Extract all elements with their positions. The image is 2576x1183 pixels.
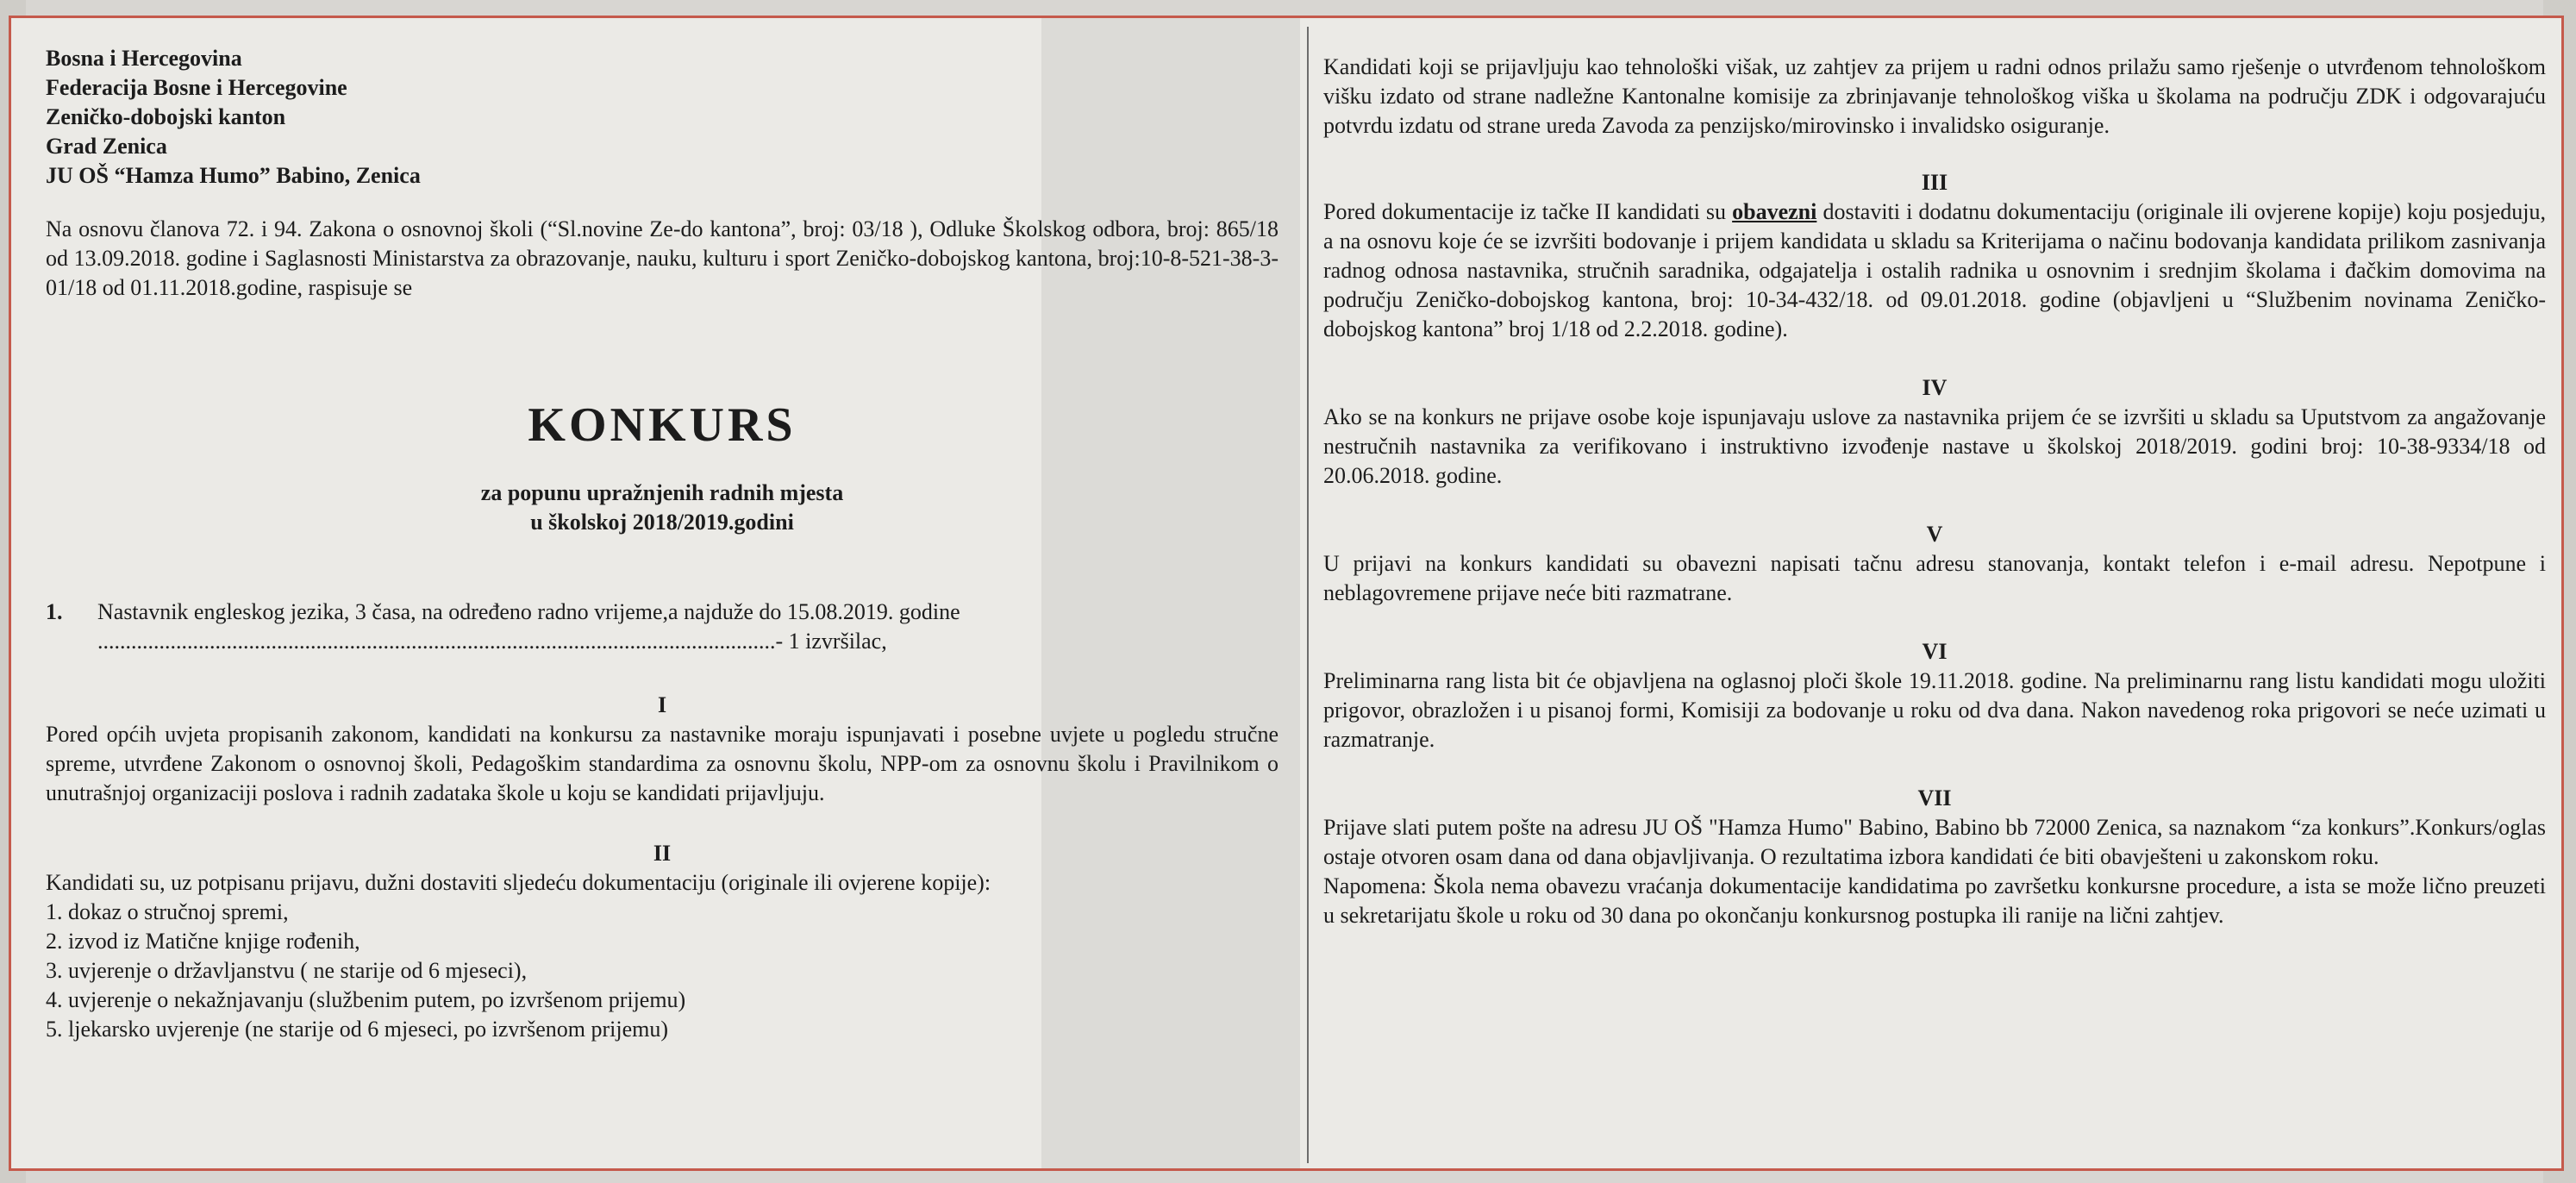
subtitle-line-1: za popunu upražnjenih radnih mjesta	[480, 480, 844, 505]
position-text: Nastavnik engleskog jezika, 3 časa, na određeno radno vrijeme,a najduže do 15.08.2019. godine	[97, 599, 960, 624]
position-count-line	[46, 627, 1279, 656]
section-ii-text: Kandidati su, uz potpisanu prijavu, dužni dostaviti sljedeću dokumentaciju (originale ili ovjerene kopije):	[46, 870, 991, 895]
right-column	[1323, 18, 2546, 1168]
subtitle	[46, 479, 1279, 537]
header-city: Grad Zenica	[46, 134, 167, 159]
section-iii-text-after: dostaviti i dodatnu dokumentaciju (originale ili ovjerene kopije) koju posjeduju, a na osnovu koje će se izvršiti bodovanje i prijem kandidata u skladu sa Kriterijama o načinu bodovanja kandidata prilikom zasnivanja radnog odnosa nastavnika, stručnih saradnika, odgajatelja i ostalih radnika u osnovnim i srednjim školama i đačkim domovima na području Zeničko-dobojskog kantona, broj: 10-34-432/18. od 09.01.2018. godine (objavljeni u “Službenim novinama Zeničko-dobojskog kantona” broj 1/18 od 2.2.2018. godine).	[1323, 199, 2546, 341]
section-iii-text-before: Pored dokumentacije iz tačke II kandidati su	[1323, 199, 1733, 224]
section-vii-note: Napomena: Škola nema obavezu vraćanja dokumentacije kandidatima po završetku konkursne procedure, a ista se može lično preuzeti u sekretarijatu škole u roku od 30 dana po okončanju konkursnog postupka ili ranije na lični zahtjev.	[1323, 873, 2546, 928]
section-ii-continuation: Kandidati koji se prijavljuju kao tehnološki višak, uz zahtjev za prijem u radni odnos prilažu samo rješenje o utvrđenom tehnološkom višku izdato od strane nadležne Kantonalne komisije za zbrinjavanje tehnološkog viška u školama na području ZDK i odgovarajuću potvrdu izdatu od strane ureda Zavoda za penzijsko/mirovinsko i invalidsko osiguranje.	[1323, 54, 2546, 138]
dot-leader: .........................................................................................................................	[97, 629, 776, 654]
section-v-title: V	[1926, 522, 1943, 547]
section-iv-title: IV	[1922, 375, 1948, 400]
section-iii-emphasis: obavezni	[1732, 199, 1817, 224]
list-item: 4. uvjerenje o nekažnjavanju (službenim putem, po izvršenom prijemu)	[46, 987, 686, 1012]
header-canton: Zeničko-dobojski kanton	[46, 104, 286, 129]
left-column	[46, 18, 1279, 1168]
section-i-title: I	[657, 692, 667, 717]
section-iv-text: Ako se na konkurs ne prijave osobe koje ispunjavaju uslove za nastavnika prijem će se izvršiti u skladu sa Uputstvom za angažovanje nestručnih nastavnika za verifikovano i instruktivno izvođenje nastave u školskoj 2018/2019. godini broj: 10-38-9334/18 od 20.06.2018. godine.	[1323, 404, 2546, 488]
section-v-text: U prijavi na konkurs kandidati su obavezni napisati tačnu adresu stanovanja, kontakt telefon i e-mail adresu. Nepotpune i neblagovremene prijave neće biti razmatrane.	[1323, 551, 2546, 605]
section-ii-title: II	[653, 841, 672, 866]
position-count: - 1 izvršilac,	[775, 629, 887, 654]
list-item: 2. izvod iz Matične knjige rođenih,	[46, 929, 360, 954]
position-number: 1.	[46, 599, 63, 624]
intro-paragraph: Na osnovu članova 72. i 94. Zakona o osnovnoj školi (“Sl.novine Ze-do kantona”, broj: 03/18 ), Odluke Školskog odbora, broj: 865/18 od 13.09.2018. godine i Saglasnosti Ministarstva za obrazovanje, nauku, kulturu i sport Zeničko-dobojskog kantona, broj:10-8-521-38-3-01/18 od 01.11.2018.godine, raspisuje se	[46, 216, 1279, 300]
section-iii-text	[1323, 197, 2546, 344]
page-title: KONKURS	[528, 398, 797, 452]
section-vi-text: Preliminarna rang lista bit će objavljena na oglasnoj ploči škole 19.11.2018. godine. Na preliminarnu rang listu kandidati mogu uložiti prigovor, obrazložen i u pisanoj formi, Komisiji za bodovanje u roku od dva dana. Nakon navedenog roka prigovori se neće uzimati u razmatranje.	[1323, 668, 2546, 752]
column-divider	[1307, 27, 1309, 1163]
header-federation: Federacija Bosne i Hercegovine	[46, 75, 347, 100]
header-block	[46, 44, 1279, 191]
announcement-frame	[9, 16, 2564, 1171]
section-iii-title: III	[1921, 170, 1948, 195]
document-list	[46, 898, 1279, 1044]
list-item: 5. ljekarsko uvjerenje (ne starije od 6 mjeseci, po izvršenom prijemu)	[46, 1017, 668, 1042]
header-school: JU OŠ “Hamza Humo” Babino, Zenica	[46, 163, 421, 188]
section-vi-title: VI	[1922, 639, 1948, 664]
position-item	[46, 598, 1279, 627]
header-country: Bosna i Hercegovina	[46, 46, 242, 71]
list-item: 3. uvjerenje o državljanstvu ( ne starije od 6 mjeseci),	[46, 958, 528, 983]
subtitle-line-2: u školskoj 2018/2019.godini	[530, 510, 794, 535]
list-item: 1. dokaz o stručnoj spremi,	[46, 899, 289, 924]
section-vii-title: VII	[1917, 786, 1952, 811]
section-i-text: Pored općih uvjeta propisanih zakonom, kandidati na konkursu za nastavnike moraju ispunjavati i posebne uvjete u pogledu stručne spreme, utvrđene Zakonom o osnovnoj školi, Pedagoškim standardima za osnovnu školu, NPP-om za osnovnu školu i Pravilnikom o unutrašnjoj organizaciji poslova i radnih zadataka škole u koju se kandidati prijavljuju.	[46, 722, 1279, 805]
section-vii-text: Prijave slati putem pošte na adresu JU OŠ "Hamza Humo" Babino, Babino bb 72000 Zenica, sa naznakom “za konkurs”.Konkurs/oglas ostaje otvoren osam dana od dana objavljivanja. O rezultatima izbora kandidati će biti obavješteni u zakonskom roku.	[1323, 815, 2546, 869]
